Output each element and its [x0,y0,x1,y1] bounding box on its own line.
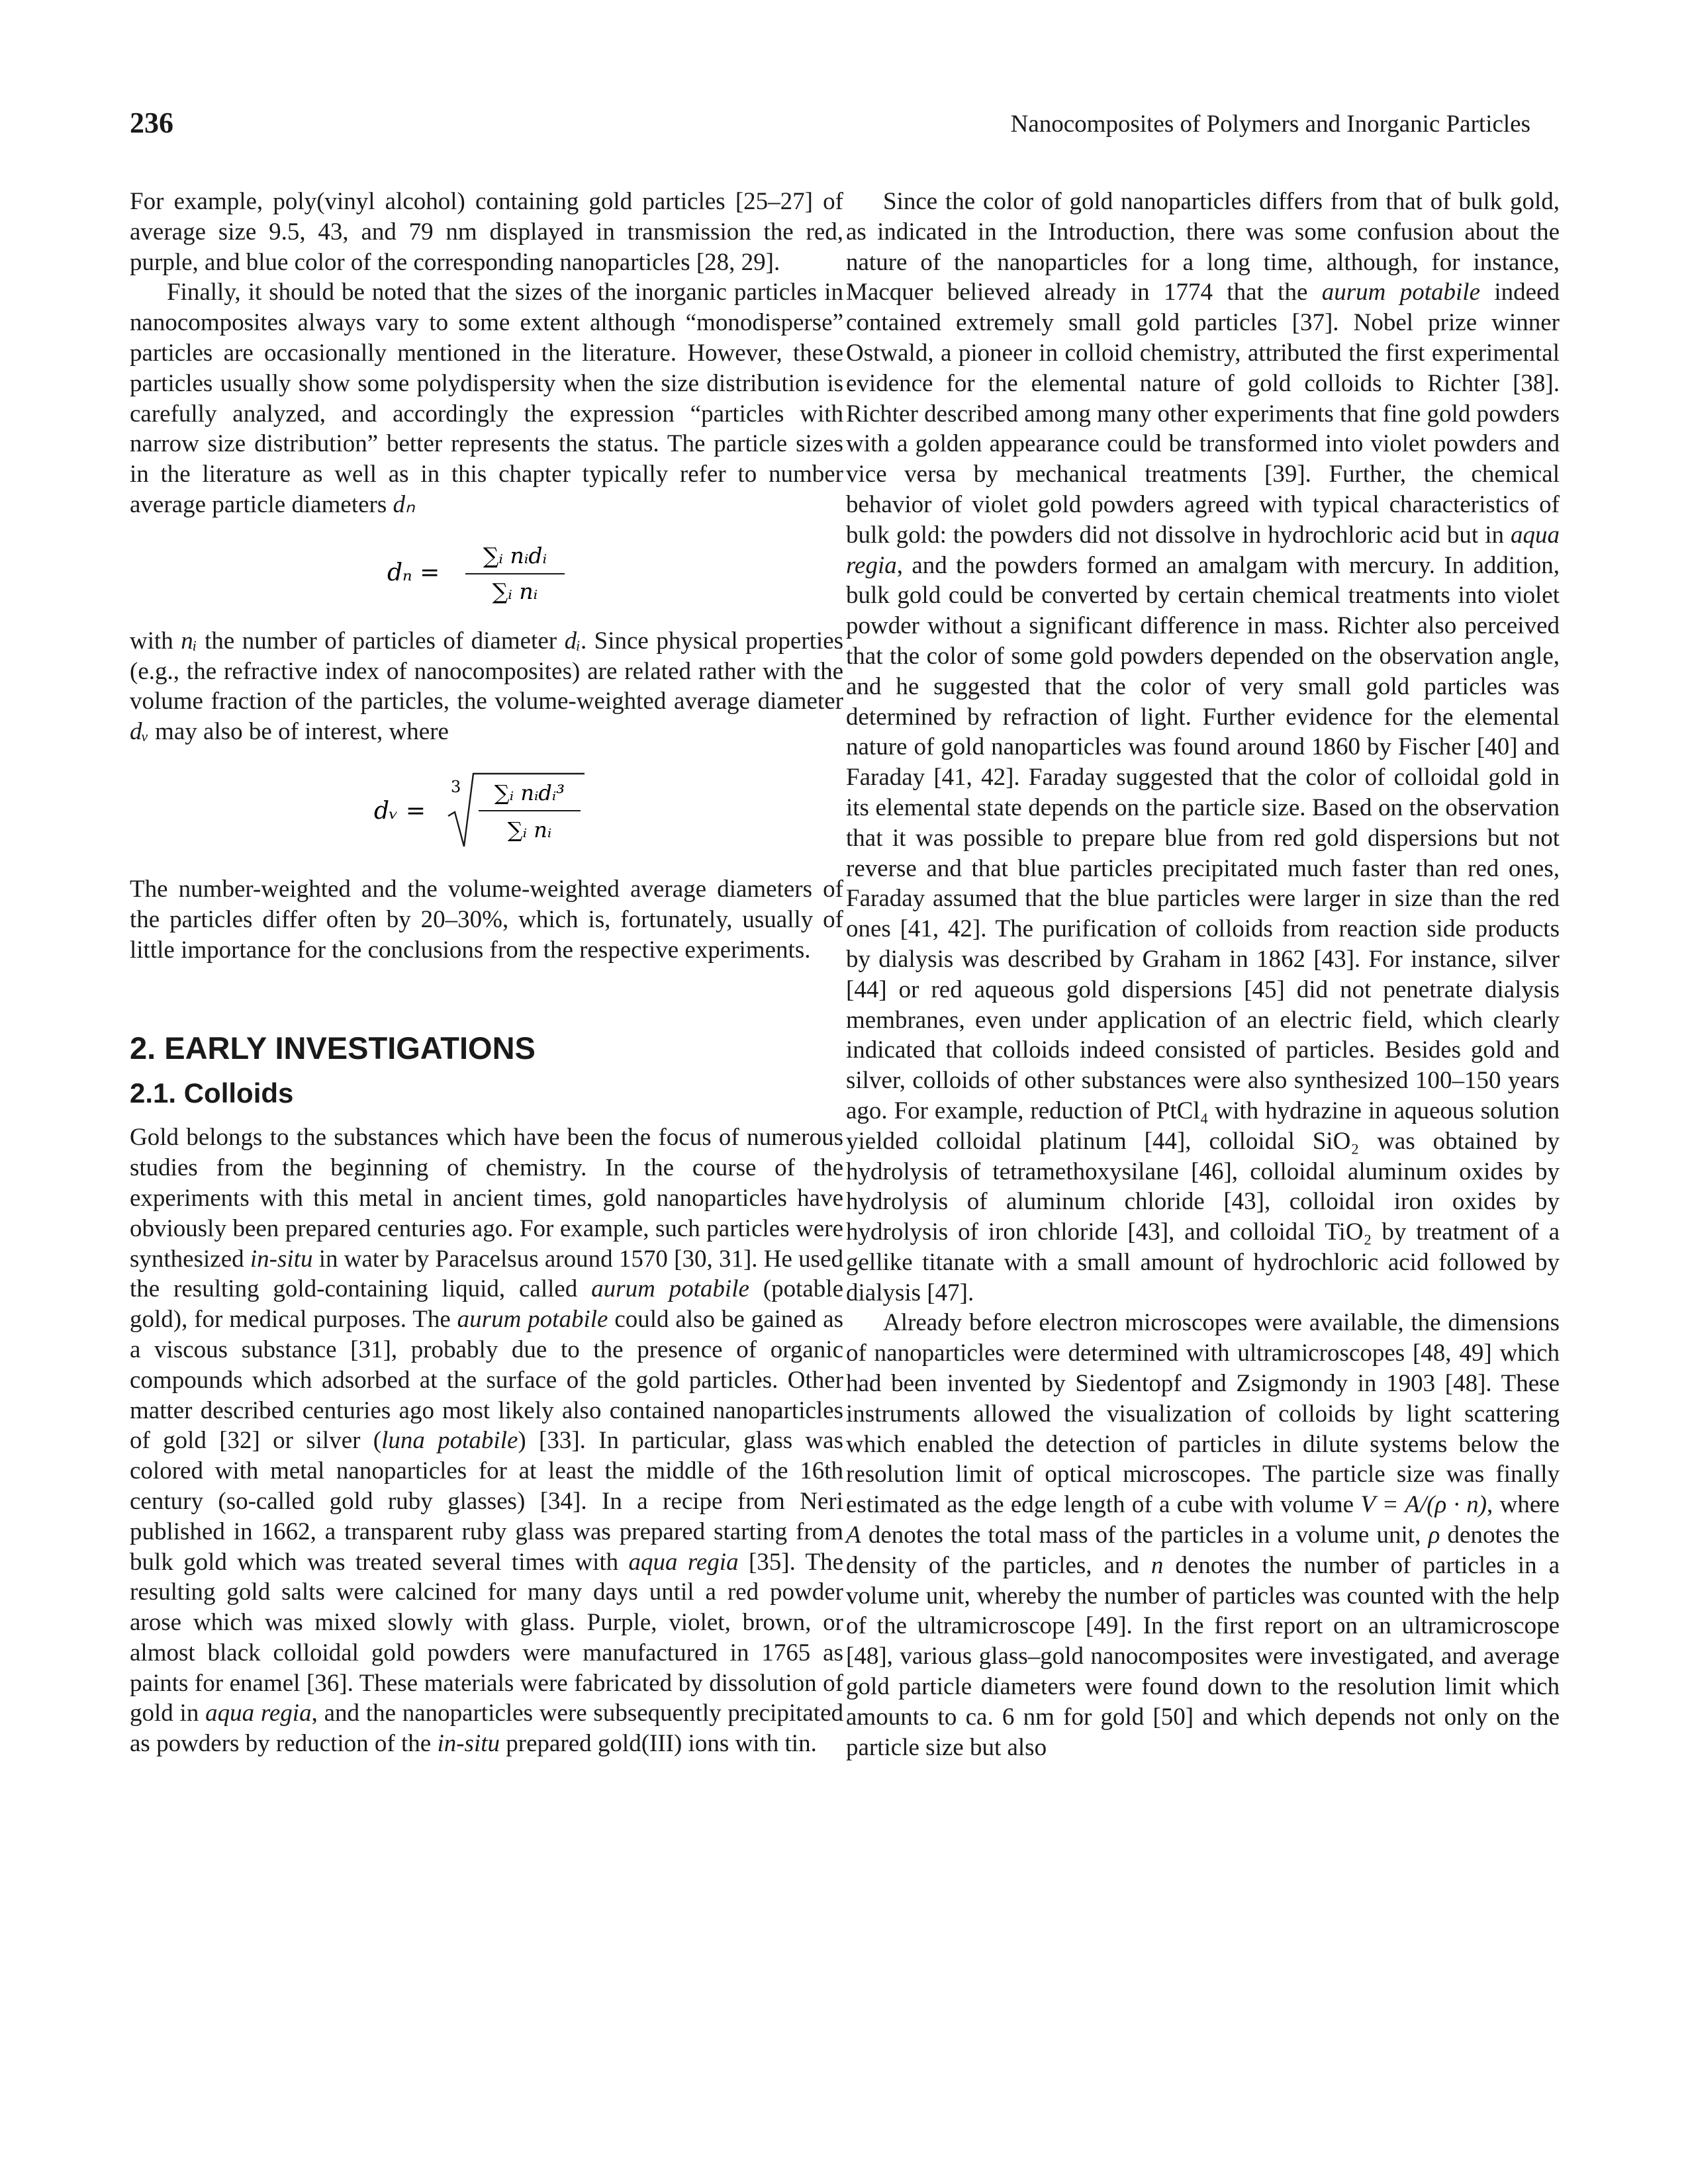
text: could also be gained as a viscous substance [31], probably due to the presence of organic compounds which adsorbed at the surface of the gold particles. Other matter described centuries ago most likely also contained nanoparticles of gold [32] or silver ( [130,1306,844,1455]
math-symbol: dᵢ [564,627,581,655]
math-symbol: n [1150,1551,1164,1579]
emphasis: aqua regia [628,1548,739,1576]
emphasis: luna potabile [381,1427,518,1455]
equation-lhs: dᵥ = [374,797,426,825]
emphasis: aurum potabile [457,1306,608,1334]
text: may also be of interest, where [155,718,449,746]
equation-numerator: ∑ᵢ nᵢdᵢ [483,542,547,569]
emphasis: aurum potabile [591,1275,749,1303]
page-number: 236 [130,107,173,139]
equation-number-average [130,535,843,612]
paragraph [130,1122,843,1759]
text: denotes the total mass of the particles in a volume unit, [868,1522,1421,1549]
text: ) [33]. In particular, glass was colored with metal nanoparticles for at least the middle of the 16th century (so-called gold ruby glasses) [34]. In a recipe from Neri published in 1662, a transparent ruby glass was prepared starting from bulk gold which was treated several times with [130,1427,843,1576]
text: Already before electron microscopes were available, the dimensions of nanoparticles were determined with ultramicroscopes [48, 49] which had been invented by Siedentopf and Zsigmondy in 1903 [48]. These instruments allowed the visualization of colloids by light scattering which enabled the detection of particles in dilute systems below the resolution limit of optical microscopes. The particle size was finally estimated as the edge length of a cube with volume [846,1309,1560,1519]
emphasis: in-situ [437,1730,500,1758]
text: (potable gold), for medical purposes. The [130,1275,844,1334]
text: Finally, it should be noted that the sizes of the inorganic particles in nanocomposites always vary to some extent although “monodisperse” particles are occasionally mentioned in the literature. However, these particles usually show some polydispersity when the size distribution is carefully analyzed, and accordingly the expression “particles with narrow size distribution” better represents the status. The particle sizes in the literature as well as in this chapter typically refer to number average particle diameters [130,279,843,518]
text: denotes the density of the particles, and [846,1522,1560,1579]
math-symbol: dᵥ [130,718,149,746]
text: denotes the number of particles in a volume unit, whereby the number of particles was counted with the help of the ultramicroscope [49]. In the first report on an ultramicroscope [48], various glass–gold nanocomposites were investigated, and average gold particle diameters were found down to the resolution limit which amounts to ca. 6 nm for gold [50] and which depends not only on the particle size but also [846,1551,1560,1761]
subsection-heading: 2.1. Colloids [130,1077,294,1109]
text: Since the color of gold nanoparticles differs from that of bulk gold, as indicated in the Introduction, there was some confusion about the nature of the nanoparticles for a long time, although, for instance, Macquer believed already in 1774 that the [846,188,1560,306]
equation-numerator: ∑ᵢ nᵢdᵢ³ [494,780,565,805]
math-symbol: ρ [1428,1522,1440,1549]
equation-denominator: ∑ᵢ nᵢ [492,578,538,604]
text: , where [1487,1491,1560,1519]
paragraph [846,187,1560,1308]
paragraph: For example, poly(vinyl alcohol) containing gold particles [25–27] of average size 9.5, 43, and 79 nm displayed in transmission the red, purple, and blue color of the corresponding nanoparticles [28, 29]. [130,188,843,276]
text: indeed contained extremely small gold particles [37]. Nobel prize winner Ostwald, a pioneer in colloid chemistry, attributed the first experimental evidence for the elemental nature of gold colloids to Richter [38]. Richter described among many other experiments that fine gold powders with a golden appearance could be transformed into violet powders and vice versa by mechanical treatments [39]. Further, the chemical behavior of violet gold powders agreed with typical characteristics of bulk gold: the powders did not dissolve in hydrochloric acid but in [846,279,1560,549]
section-heading: 2. EARLY INVESTIGATIONS [130,1030,536,1066]
text: Gold belongs to the substances which have been the focus of numerous studies from the beginning of chemistry. In the course of the experiments with this metal in ancient times, gold nanoparticles have obviously been prepared centuries ago. For example, such particles were synthesized [130,1124,843,1273]
paragraph: The number-weighted and the volume-weighted average diameters of the particles differ often by 20–30%, which is, fortunately, usually of little importance for the conclusions from the respective experiments. [130,875,843,964]
text: [35]. The resulting gold salts were calcined for many days until a red powder arose which was mixed slowly with glass. Purple, violet, brown, or almost black colloidal gold powders were manufactured in 1765 as paints for enamel [36]. These materials were fabricated by dissolution of gold in [130,1548,844,1727]
paragraph [130,626,843,747]
text: , and the nanoparticles were subsequently precipitated as powders by reduction of the [130,1700,844,1758]
math-symbol: nᵢ [181,627,197,655]
paragraph [846,1308,1560,1762]
right-column [846,187,1560,1762]
text: . Since physical properties (e.g., the refractive index of nanocomposites) are related rather with the volume fraction of the particles, the volume-weighted average diameter [130,627,844,715]
text: the number of particles of diameter [205,627,557,655]
paragraph [130,277,843,520]
text: with [130,627,173,655]
equation-denominator: ∑ᵢ nᵢ [507,817,552,842]
math-inline: V = A/(ρ · n) [1360,1491,1487,1519]
emphasis: in-situ [250,1245,313,1273]
emphasis: aqua regia [205,1700,312,1727]
text: , and the powders formed an amalgam with mercury. In addition, bulk gold could be converted by certain chemical treatments into violet powder without a significant difference in mass. Richter also perceived that the color of some gold powders depended on the observation angle, and he suggested that the color of very small gold particles was determined by refraction of light. Further evidence for the elemental nature of gold nanoparticles was found around 1860 by Fischer [40] and Faraday [41, 42]. Faraday suggested that the color of colloidal gold in its elemental state depends on the particle size. Based on the observation that it was possible to prepare blue from red gold dispersions but not reverse and that blue particles precipitated much faster than red ones, Faraday assumed that the blue particles were larger in size than the red ones [41, 42]. The purification of colloids from reaction side products by dialysis was described by Graham in 1862 [43]. For instance, silver [44] or red aqueous gold dispersions [45] did not penetrate dialysis membranes, even under application of an electric field, which clearly indicated that colloids indeed consisted of particles. Besides gold and silver, colloids of other substances were also synthesized 100–150 years ago. For example, reduction of PtCl₄ with hydrazine in aqueous solution yielded colloidal platinum [44], colloidal SiO₂ was obtained by hydrolysis of tetramethoxysilane [46], colloidal aluminum oxides by hydrolysis of aluminum chloride [43], colloidal iron oxides by hydrolysis of iron chloride [43], and colloidal TiO₂ by treatment of a gellike titanate with a small amount of hydrochloric acid followed by dialysis [47]. [846,551,1560,1306]
emphasis: aqua regia [846,521,1560,579]
root-index: 3 [451,777,461,796]
math-symbol: A [846,1522,861,1549]
equation-graphic [374,768,599,854]
math-symbol: dₙ [393,490,415,518]
text: in water by Paracelsus around 1570 [30, 31]. He used the resulting gold-containing liquid, called [130,1245,844,1303]
equation-volume-weighted [130,767,843,856]
text: prepared gold(III) ions with tin. [506,1730,817,1758]
equation-lhs: dₙ = [387,559,440,586]
left-column [130,187,843,1759]
running-title: Nanocomposites of Polymers and Inorganic Particles [1010,111,1530,138]
equation-graphic [387,537,586,610]
emphasis: aurum potabile [1321,279,1481,306]
